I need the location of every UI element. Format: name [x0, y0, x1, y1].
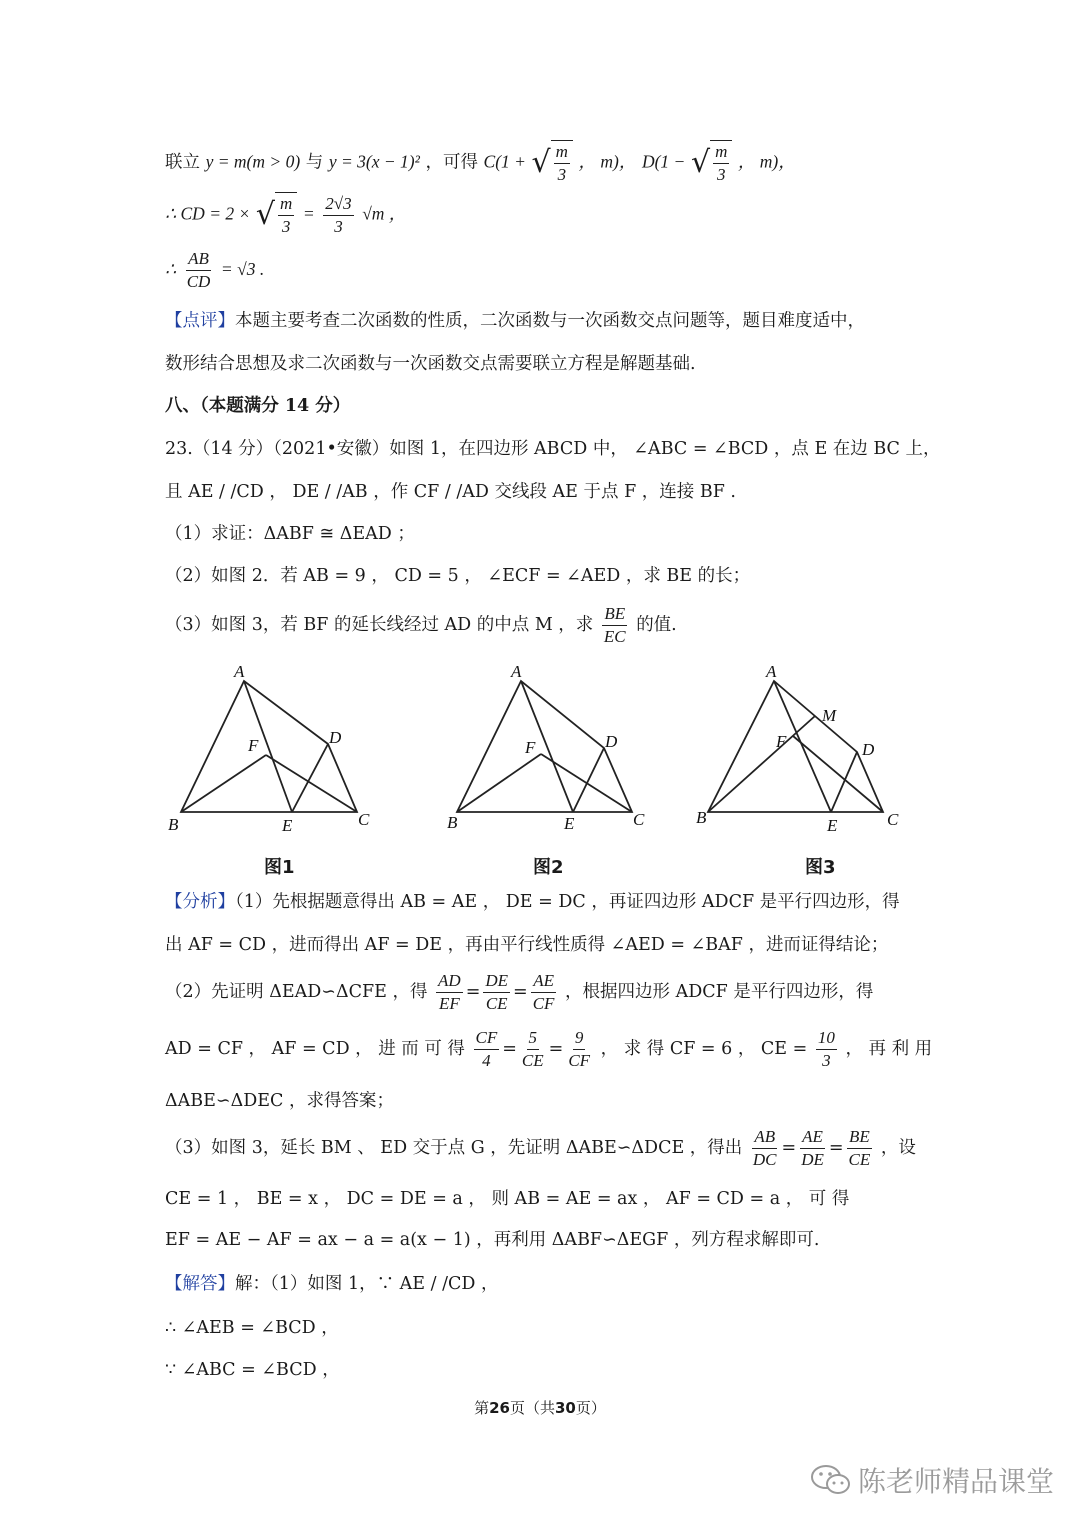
comment-line-1 — [165, 311, 865, 332]
text: AD = CF ， AF = CD ， 进 而 可 得 — [165, 1039, 465, 1059]
label-b-1: B — [168, 815, 179, 834]
fraction: $\frac{DE}{CE}$ — [485, 971, 509, 1013]
label-c-2: C — [633, 810, 645, 829]
figure-1-caption: 图1 — [264, 857, 295, 878]
problem-line-2: 且 AE / /CD ， DE / /AB ，作 CF / /AD 交线段 AE 于点 F ，连接 BF . — [165, 482, 736, 502]
text: （3）如图 3，若 BF 的延长线经过 AD 的中点 M ，求 — [165, 615, 594, 635]
page-total: 30 — [555, 1399, 576, 1417]
analysis-line-1 — [165, 892, 900, 913]
problem-line-1: 23.（14 分）（2021•安徽）如图 1，在四边形 ABCD 中， ∠ABC = ∠BCD ，点 E 在边 BC 上， — [165, 439, 941, 459]
wechat-icon — [810, 1463, 852, 1497]
analysis-line-6: （3）如图 3，延长 BM 、 ED 交于点 G ，先证明 ΔABE∽ΔDCE ，得出 $\frac{AB}{DC}$ = $\frac{AE}{DE}$ = $\frac{BE}{CE}$ ，设 — [165, 1127, 916, 1169]
text: 与 — [305, 152, 324, 173]
fraction: $\frac{BE}{EC}$ — [603, 604, 626, 646]
label-a-2: A — [511, 662, 522, 681]
analysis-line-8: EF = AE − AF = ax − a = a(x − 1) ，再利用 ΔABF∽ΔEGF ，列方程求解即可. — [165, 1230, 820, 1250]
text: （2）先证明 ΔEAD∽ΔCFE ，得 — [165, 982, 428, 1002]
analysis-line-5: ΔABE∽ΔDEC ，求得答案； — [165, 1091, 394, 1111]
question-3 — [165, 603, 677, 648]
text: ， 求 得 CF = 6 ， CE = — [600, 1039, 808, 1059]
sqrt-expr: √ $\frac{m}{3}$ — [532, 140, 573, 186]
text: ，设 — [880, 1138, 916, 1158]
label-c-3: C — [887, 810, 899, 829]
analysis-line-4: AD = CF ， AF = CD ， 进 而 可 得 $\frac{CF}{4}$ = $\frac{5}{CE}$ = $\frac{9}{CF}$ ， 求 得 CF = 6 ， CE = $\frac{10}{3}$ ， 再 利 用 — [165, 1028, 933, 1070]
page-footer — [0, 1397, 1080, 1418]
fraction: $\frac{AB}{DC}$ — [752, 1127, 777, 1169]
text: 页（共 — [509, 1399, 555, 1417]
label-a-3: A — [766, 662, 777, 681]
page-number: 26 — [489, 1399, 510, 1417]
fraction: $\frac{AB}{CD}$ — [186, 249, 211, 291]
label-e-2: E — [564, 814, 575, 833]
text: ， m)， — [578, 151, 637, 172]
figure-2-caption: 图2 — [533, 857, 564, 878]
text: 第 — [474, 1399, 490, 1417]
figure-3-caption: 图3 — [805, 857, 836, 878]
intro-line-1 — [165, 140, 796, 186]
comment-text: 本题主要考查二次函数的性质，二次函数与一次函数交点问题等，题目难度适中， — [235, 311, 865, 331]
label-f-2: F — [525, 738, 536, 757]
text: 页） — [575, 1399, 606, 1417]
point-c-expr: C(1 + — [483, 151, 526, 172]
label-b-2: B — [447, 813, 458, 832]
fraction: $\frac{BE}{CE}$ — [848, 1127, 871, 1169]
section-heading: 八、（本题满分 14 分） — [165, 396, 351, 416]
label-c-1: C — [358, 810, 370, 829]
label-e-3: E — [827, 816, 838, 835]
fraction: $\frac{CF}{4}$ — [475, 1028, 498, 1070]
question-1: （1）求证：ΔABF ≅ ΔEAD ； — [165, 524, 415, 544]
question-2: （2）如图 2．若 AB = 9 ， CD = 5 ， ∠ECF = ∠AED ，求 BE 的长； — [165, 566, 751, 586]
watermark-text: 陈老师精品课堂 — [858, 1465, 1055, 1498]
label-f-3: F — [776, 732, 787, 751]
text: 的值. — [636, 615, 677, 635]
label-d-2: D — [605, 732, 618, 751]
fraction: $\frac{2√3}{3}$ — [325, 193, 352, 236]
fraction: $\frac{10}{3}$ — [817, 1028, 835, 1070]
analysis-tag: 【分析】 — [165, 892, 235, 912]
geometry-figures — [0, 655, 1080, 885]
answer-line-3: ∵ ∠ABC = ∠BCD ， — [165, 1360, 340, 1380]
intro-line-2 — [165, 192, 406, 238]
fraction: $\frac{5}{CE}$ — [521, 1028, 544, 1070]
label-f-1: F — [248, 736, 259, 755]
text: = √3 . — [220, 259, 265, 279]
text: ，可得 — [425, 152, 478, 173]
comment-text: 数形结合思想及求二次函数与一次函数交点需要联立方程是解题基础. — [165, 354, 696, 374]
text: ∴ — [165, 259, 177, 279]
comment-tag: 【点评】 — [165, 311, 235, 331]
sqrt-expr: √ $\frac{m}{3}$ — [256, 192, 297, 238]
label-e-1: E — [282, 816, 293, 835]
text: 联立 — [165, 152, 200, 173]
equation: y = 3(x − 1)² — [328, 151, 420, 172]
comment-line-2 — [165, 354, 696, 375]
label-b-3: B — [696, 808, 707, 827]
figure-3 — [708, 681, 883, 812]
text: ， 再 利 用 — [845, 1039, 933, 1059]
analysis-line-2: 出 AF = CD ，进而得出 AF = DE ，再由平行线性质得 ∠AED = ∠BAF ，进而证得结论； — [165, 935, 889, 955]
label-a-1: A — [234, 662, 245, 681]
text: （1）先根据题意得出 AB = AE ， DE = DC ，再证四边形 ADCF 是平行四边形，得 — [235, 892, 900, 912]
label-m-3: M — [822, 706, 837, 725]
text: √m ， — [362, 203, 407, 224]
label-d-1: D — [329, 728, 342, 747]
sqrt-expr: √ $\frac{m}{3}$ — [691, 140, 732, 186]
fraction: $\frac{AD}{EF}$ — [438, 971, 461, 1013]
text: 解：（1）如图 1，∵ AE / /CD ， — [235, 1274, 499, 1294]
point-d-expr: D(1 − — [641, 151, 686, 172]
fraction: $\frac{AE}{DE}$ — [801, 1127, 824, 1169]
answer-tag: 【解答】 — [165, 1274, 235, 1294]
watermark — [810, 1460, 1054, 1500]
label-d-3: D — [862, 740, 875, 759]
fraction: $\frac{9}{CF}$ — [568, 1028, 591, 1070]
equation: ∴ CD = 2 × — [165, 203, 251, 224]
analysis-line-3: （2）先证明 ΔEAD∽ΔCFE ，得 $\frac{AD}{EF}$ = $\frac{DE}{CE}$ = $\frac{AE}{CF}$ ，根据四边形 ADCF 是平行四边形，得 — [165, 971, 874, 1013]
intro-line-3 — [165, 248, 264, 293]
equation: y = m(m > 0) — [205, 151, 301, 172]
text: ，根据四边形 ADCF 是平行四边形，得 — [565, 982, 874, 1002]
answer-line-1 — [165, 1274, 498, 1295]
analysis-line-7: CE = 1 ， BE = x ， DC = DE = a ， 则 AB = AE = ax ， AF = CD = a ， 可 得 — [165, 1189, 850, 1209]
fraction: $\frac{AE}{CF}$ — [532, 971, 555, 1013]
text: （3）如图 3，延长 BM 、 ED 交于点 G ，先证明 ΔABE∽ΔDCE ，得出 — [165, 1138, 743, 1158]
answer-line-2: ∴ ∠AEB = ∠BCD ， — [165, 1318, 339, 1338]
text: = — [302, 203, 315, 224]
text: ， m)， — [737, 151, 796, 172]
